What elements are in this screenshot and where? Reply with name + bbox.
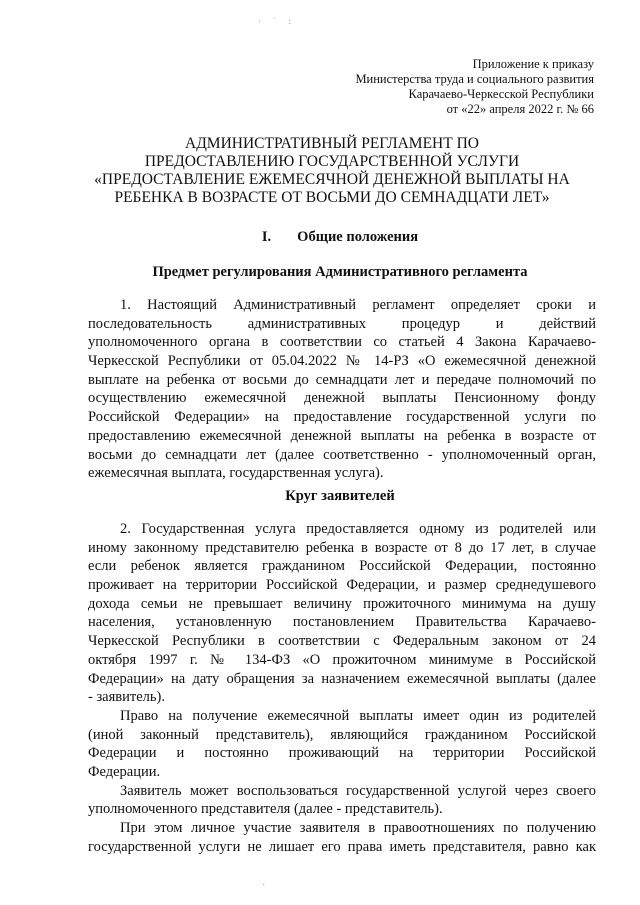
text-line: октября 1997 г. № 134-ФЗ «О прожиточном минимуме в Российской	[88, 651, 596, 668]
text-line: - заявитель).	[88, 689, 165, 706]
text-line: При этом личное участие заявителя в правоотношениях по получению	[120, 820, 596, 836]
text-line: уполномоченного представителя (далее - представитель).	[88, 801, 443, 818]
text-line: Заявитель может воспользоваться государственной услугой через своего	[120, 782, 596, 799]
text-line: восьми до семнадцати лет (далее соответственно - уполномоченный орган,	[88, 446, 596, 463]
text-line: последовательность административных процедур и действий	[88, 315, 596, 332]
text-line: Черкесской Республики в соответствии с Федеральным законом от 24	[88, 633, 596, 650]
text-line: дохода семьи не превышает величину прожиточного минимума на душу	[88, 595, 596, 612]
scan-specks: · ˙ :	[258, 16, 296, 26]
text-line: уполномоченного органа в соответствии со статьей 4 Закона Карачаево-	[88, 334, 596, 351]
text-line: Федерации и постоянно проживающий на территории Российской	[88, 745, 596, 762]
text-line: Федерации.	[88, 763, 161, 780]
text-line: Федерации» на дату обращения за назначением ежемесячной выплаты (далее	[88, 670, 596, 687]
annex-block	[294, 57, 594, 117]
text-line: Российской Федерации» на предоставление государственной услуги по	[88, 409, 596, 426]
text-line: ежемесячная выплата, государственная услуга).	[88, 465, 384, 482]
subject-heading: Предмет регулирования Административного регламента	[152, 264, 528, 280]
text-line: осуществлению ежемесячной денежной выплаты Пенсионному фонду	[88, 390, 596, 407]
applicants-heading: Круг заявителей	[285, 488, 395, 504]
text-line: 2. Государственная услуга предоставляется одному из родителей или	[120, 521, 596, 537]
title-line: РЕБЕНКА В ВОЗРАСТЕ ОТ ВОСЬМИ ДО СЕМНАДЦАТИ ЛЕТ»	[114, 189, 550, 206]
title-line: «ПРЕДОСТАВЛЕНИЕ ЕЖЕМЕСЯЧНОЙ ДЕНЕЖНОЙ ВЫПЛАТЫ НА	[94, 171, 570, 188]
text-line: Черкесской Республики от 05.04.2022 № 14-РЗ «О ежемесячной денежной	[88, 353, 596, 370]
annex-line: Карачаево-Черкесской Республики	[408, 87, 594, 101]
text-line: предоставлению ежемесячной денежной выплаты на ребенка в возрасте от	[88, 427, 596, 444]
title-line: ПРЕДОСТАВЛЕНИЮ ГОСУДАРСТВЕННОЙ УСЛУГИ	[144, 153, 520, 170]
annex-line: Приложение к приказу	[472, 57, 594, 71]
document-title	[40, 135, 624, 207]
section-heading	[88, 228, 592, 246]
paragraph-1	[88, 296, 596, 483]
title-line: АДМИНИСТРАТИВНЫЙ РЕГЛАМЕНТ ПО	[185, 135, 479, 152]
section-title: Общие положения	[297, 229, 419, 245]
annex-line: Министерства труда и социального развития	[355, 72, 594, 86]
text-line: государственной услуги не лишает его права иметь представителя, равно как	[88, 838, 596, 855]
text-line: проживает на территории Российской Федерации, и размер среднедушевого	[88, 577, 596, 594]
text-line: 1. Настоящий Административный регламент определяет сроки и	[120, 297, 596, 313]
text-line: (иной законный представитель), являющийся гражданином Российской	[88, 726, 596, 743]
section-number: I.	[261, 229, 272, 245]
text-line: выплате на ребенка от восьми до семнадцати лет и передаче полномочий по	[88, 371, 596, 388]
text-line: Право на получение ежемесячной выплаты имеет один из родителей	[120, 707, 596, 724]
text-line: если ребенок является гражданином Российской Федерации, постоянно	[88, 558, 596, 575]
scan-mark: ·	[262, 880, 266, 891]
text-line: населения, установленную постановлением Правительства Карачаево-	[88, 614, 596, 631]
paragraph-2	[88, 520, 596, 856]
annex-line: от «22» апреля 2022 г. № 66	[446, 102, 594, 116]
text-line: иному законному представителю ребенка в возрасте от 8 до 17 лет, в случае	[88, 539, 596, 556]
